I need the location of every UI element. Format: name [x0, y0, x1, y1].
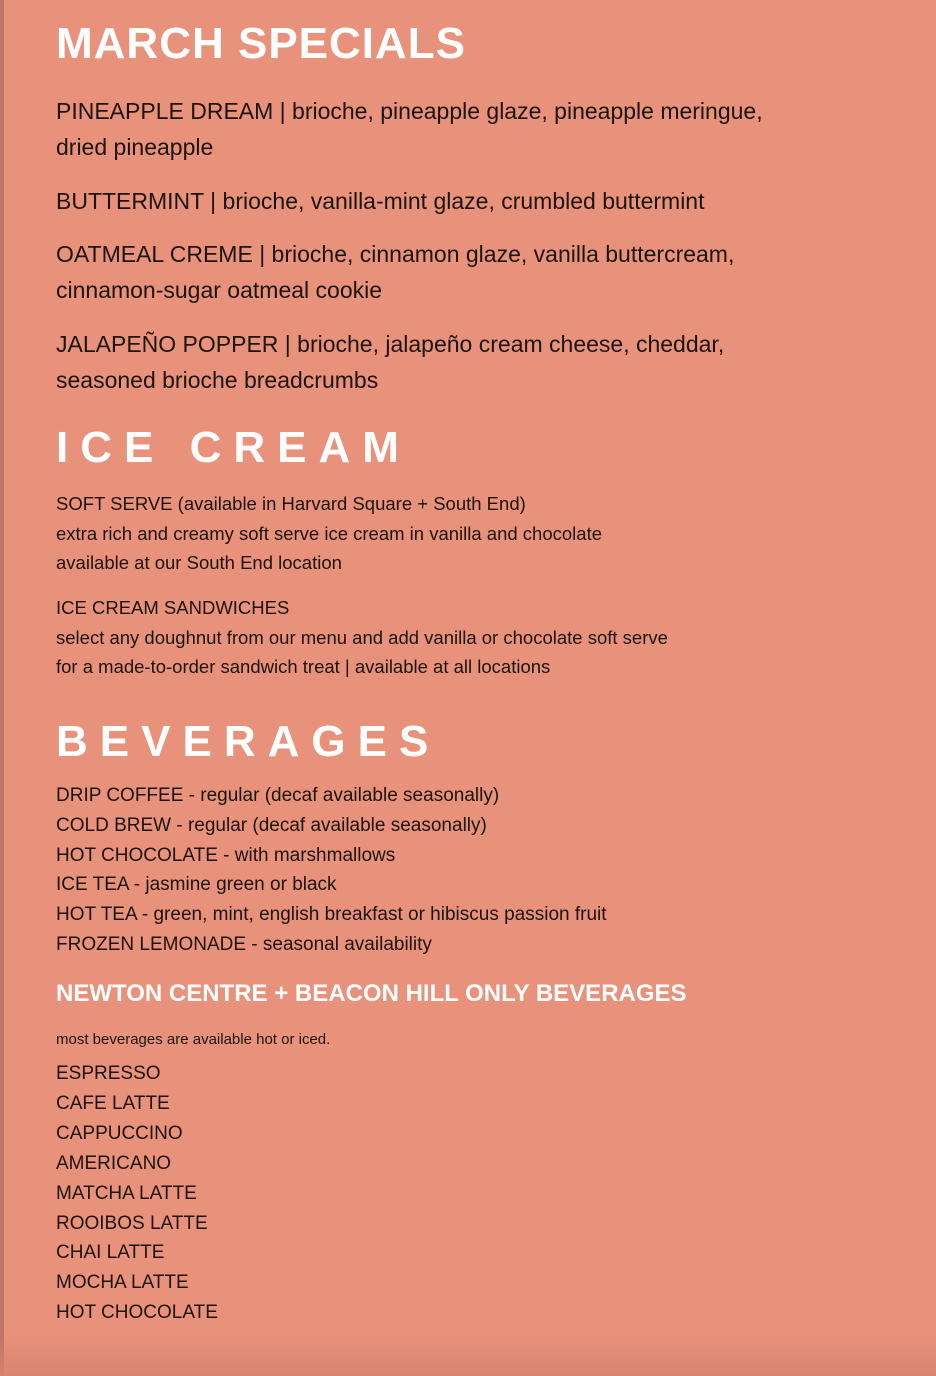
beverage-item: FROZEN LEMONADE - seasonal availability: [56, 933, 432, 955]
beverage-item: HOT TEA - green, mint, english breakfast or hibiscus passion fruit: [56, 904, 607, 926]
espresso-beverage-item: MOCHA LATTE: [56, 1272, 189, 1294]
special-item: OATMEAL CREME | brioche, cinnamon glaze, vanilla buttercream, cinnamon-sugar oatmeal cookie: [56, 241, 735, 303]
espresso-beverage-item: CAPPUCCINO: [56, 1122, 183, 1144]
special-item: JALAPEÑO POPPER | brioche, jalapeño cream cheese, cheddar, seasoned brioche breadcrumbs: [56, 331, 725, 393]
sandwiches-title: ICE CREAM SANDWICHES: [56, 597, 290, 618]
espresso-beverage-item: AMERICANO: [56, 1152, 172, 1174]
page-bottom-shadow: [0, 1336, 936, 1376]
espresso-beverage-item: CAFE LATTE: [56, 1092, 170, 1114]
march-specials-heading: MARCH SPECIALS: [56, 19, 467, 68]
beverage-item: ICE TEA - jasmine green or black: [56, 874, 337, 896]
espresso-beverage-item: ROOIBOS LATTE: [56, 1212, 208, 1234]
ice-cream-heading: ICE CREAM: [56, 423, 411, 472]
beverages-heading: BEVERAGES: [56, 717, 441, 766]
beverage-item: COLD BREW - regular (decaf available seasonally): [56, 814, 487, 836]
soft-serve-block: [56, 489, 856, 578]
special-item: BUTTERMINT | brioche, vanilla-mint glaze, crumbled buttermint: [56, 188, 705, 214]
espresso-beverage-item: ESPRESSO: [56, 1063, 161, 1084]
special-item: PINEAPPLE DREAM | brioche, pineapple glaze, pineapple meringue, dried pineapple: [56, 98, 763, 160]
espresso-beverage-item: CHAI LATTE: [56, 1242, 165, 1264]
espresso-beverage-item: MATCHA LATTE: [56, 1182, 197, 1204]
newton-beacon-heading: NEWTON CENTRE + BEACON HILL ONLY BEVERAGES: [56, 980, 687, 1007]
hot-or-iced-note: most beverages are available hot or iced.: [56, 1031, 331, 1048]
beverages-list: [56, 781, 607, 960]
page-left-edge: [0, 0, 4, 1376]
espresso-beverages-list: [56, 1059, 218, 1328]
soft-serve-title: SOFT SERVE (available in Harvard Square + South End): [56, 493, 526, 514]
ice-cream-sandwiches-block: [56, 593, 856, 682]
sandwiches-description: select any doughnut from our menu and add vanilla or chocolate soft serve: [56, 626, 668, 648]
beverage-item: HOT CHOCOLATE - with marshmallows: [56, 844, 396, 866]
beverage-item: DRIP COFFEE - regular (decaf available seasonally): [56, 785, 500, 806]
espresso-beverage-item: HOT CHOCOLATE: [56, 1302, 218, 1324]
soft-serve-description: extra rich and creamy soft serve ice cream in vanilla and chocolate: [56, 522, 603, 544]
soft-serve-availability: available at our South End location: [56, 552, 342, 573]
sandwiches-availability: for a made-to-order sandwich treat | available at all locations: [56, 656, 551, 677]
